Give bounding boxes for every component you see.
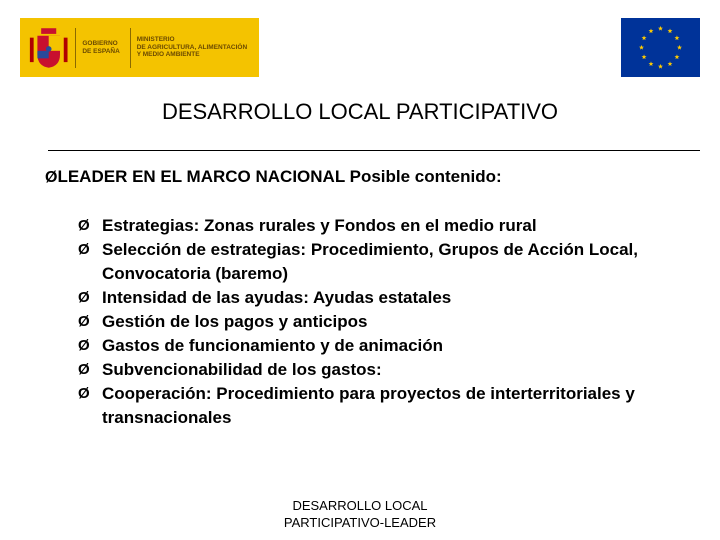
list-item-text: Selección de estrategias: Procedimiento, Grupos de Acción Local, Convocatoria (baremo): [102, 240, 638, 283]
gobierno-logo: [20, 18, 259, 77]
list-item: [78, 214, 693, 238]
heading-arrow-icon: Ø: [45, 169, 58, 186]
list-item: [78, 382, 693, 430]
coat-of-arms-icon: [28, 23, 69, 73]
eu-star-icon: [642, 54, 647, 59]
eu-star-icon: [649, 61, 654, 66]
logo-divider: [75, 28, 76, 68]
bullet-arrow-icon: Ø: [78, 289, 90, 306]
footer-line-1: DESARROLLO LOCAL: [292, 498, 428, 513]
eu-star-icon: [674, 54, 679, 59]
list-item-text: Estrategias: Zonas rurales y Fondos en el medio rural: [102, 216, 537, 235]
eu-star-icon: [649, 28, 654, 33]
eu-star-icon: [668, 61, 673, 66]
eu-star-icon: [668, 28, 673, 33]
list-item: [78, 334, 693, 358]
footer: [240, 497, 480, 531]
list-item-text: Gastos de funcionamiento y de animación: [102, 336, 444, 355]
list-item: [78, 358, 693, 382]
eu-flag-icon: [621, 18, 700, 77]
eu-star-icon: [674, 35, 679, 40]
bullet-arrow-icon: Ø: [78, 217, 90, 234]
list-item: [78, 286, 693, 310]
logo-divider-2: [130, 28, 131, 68]
list-item: [78, 238, 693, 286]
footer-line-2: PARTICIPATIVO-LEADER: [283, 515, 437, 530]
bullet-list: [78, 214, 693, 430]
list-item-text: Cooperación: Procedimiento para proyectos de interterritoriales y transnacionales: [102, 384, 635, 427]
ministerio-text: MINISTERIO DE AGRICULTURA, ALIMENTACIÓN Y MEDIO AMBIENTE: [136, 36, 248, 59]
list-item: [78, 310, 693, 334]
gobierno-text: GOBIERNO DE ESPAÑA: [82, 40, 120, 55]
bullet-arrow-icon: Ø: [78, 241, 90, 258]
heading-text: LEADER EN EL MARCO NACIONAL Posible contenido:: [57, 167, 502, 186]
list-item-text: Intensidad de las ayudas: Ayudas estatales: [102, 288, 452, 307]
bullet-arrow-icon: Ø: [78, 385, 90, 402]
eu-star-icon: [677, 45, 682, 50]
list-item-text: Gestión de los pagos y anticipos: [102, 312, 368, 331]
bullet-arrow-icon: Ø: [78, 361, 90, 378]
bullet-arrow-icon: Ø: [78, 337, 90, 354]
eu-star-icon: [658, 26, 663, 31]
section-heading: [45, 166, 502, 189]
slide-title: DESARROLLO LOCAL PARTICIPATIVO: [161, 99, 559, 124]
list-item-text: Subvencionabilidad de los gastos:: [102, 360, 382, 379]
eu-star-icon: [658, 64, 663, 69]
eu-star-icon: [642, 35, 647, 40]
bullet-arrow-icon: Ø: [78, 313, 90, 330]
eu-star-icon: [639, 45, 644, 50]
title-rule: [48, 150, 700, 151]
